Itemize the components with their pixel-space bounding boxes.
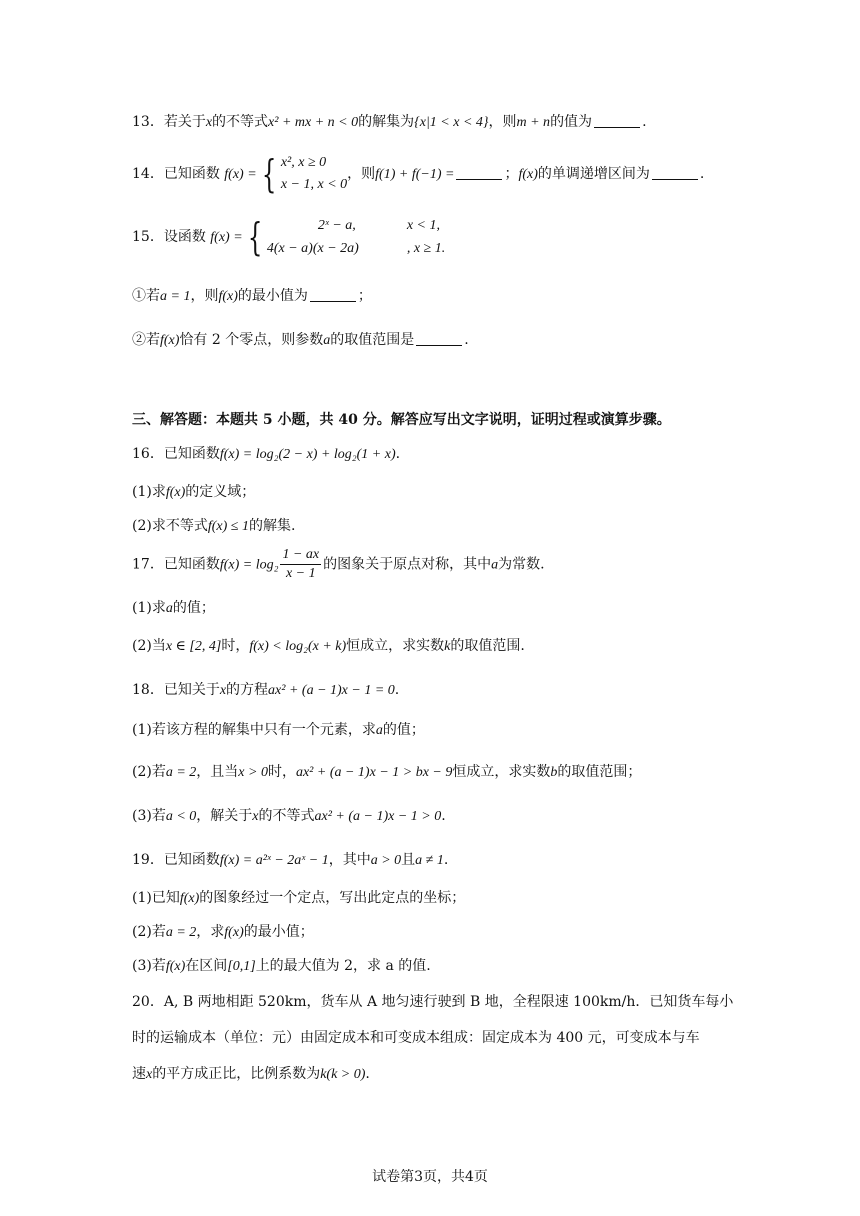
section-heading: 三、解答题：本题共 5 小题，共 40 分。解答应写出文字说明，证明过程或演算步骤。: [132, 412, 671, 428]
text: (3)若: [132, 808, 166, 824]
math: x: [146, 1067, 153, 1082]
text: 在区间: [185, 958, 228, 974]
question-17-part-2: [132, 636, 525, 657]
text: 的值；: [382, 722, 425, 738]
math: x², x ≥ 0: [280, 155, 327, 170]
text: 的图象关于原点对称，其中: [323, 556, 492, 573]
text: ，则: [347, 166, 376, 182]
math: x² + mx + n < 0: [268, 115, 359, 130]
text: 的图象经过一个定点，写出此定点的坐标；: [199, 890, 466, 906]
text: .: [365, 1066, 370, 1082]
math: f(x): [218, 289, 238, 304]
text: .: [464, 332, 469, 348]
question-19-part-1: [132, 888, 465, 909]
text: .: [394, 682, 400, 698]
piecewise: [267, 214, 445, 260]
text: .: [699, 166, 705, 182]
question-number: 19．: [132, 852, 164, 868]
text: 设函数: [163, 229, 206, 245]
text: 恰有 2 个零点，则参数: [179, 332, 324, 348]
text: 时的运输成本（单位：元）由固定成本和可变成本组成：固定成本为 400 元，可变成本与车: [132, 1030, 700, 1046]
math: x < 1,: [406, 218, 441, 233]
math: a = 2: [165, 925, 197, 940]
math: f(x) =: [210, 230, 243, 245]
text: 的最小值；: [243, 924, 314, 940]
question-15-part-2: [132, 330, 469, 351]
question-19: [132, 850, 448, 871]
math: x ∈ [2, 4]: [165, 639, 222, 654]
text: 的取值范围；: [557, 764, 642, 780]
question-20-line-2: [132, 1028, 700, 1048]
math: a: [491, 557, 499, 573]
text: 的不等式: [212, 114, 269, 130]
question-number: 13．: [132, 114, 164, 130]
text: 若关于: [163, 114, 206, 130]
question-15: [132, 214, 445, 260]
text: (1)求: [132, 600, 166, 616]
question-20: [132, 992, 733, 1012]
question-number: 15．: [132, 229, 164, 245]
math: a > 0: [370, 853, 402, 868]
question-19-part-2: [132, 922, 314, 943]
text: 已知函数: [163, 446, 220, 462]
text: 时，: [267, 764, 296, 780]
question-18-part-3: [132, 806, 446, 827]
text: 已知函数: [163, 166, 220, 182]
math: f(x) < log₂(x + k): [249, 639, 347, 654]
text: 的取值范围.: [450, 638, 525, 654]
math: a: [165, 601, 173, 616]
question-20-line-3: [132, 1064, 370, 1085]
text: (3)若: [132, 958, 166, 974]
math: 2ˣ − a,: [317, 218, 356, 233]
math: f(x) ≤ 1: [207, 519, 249, 534]
question-16-part-1: [132, 482, 255, 503]
question-13: [132, 112, 647, 133]
text: ②若: [132, 332, 160, 348]
math: [0,1]: [227, 959, 256, 974]
text: 的方程: [226, 682, 269, 698]
math: a < 0: [165, 809, 197, 824]
answer-blank: [594, 113, 640, 128]
text: ，则: [190, 288, 219, 304]
question-15-part-1: [132, 286, 372, 307]
math: x: [219, 683, 227, 698]
text: (2)若: [132, 924, 166, 940]
math: k: [444, 639, 451, 654]
question-number: 14．: [132, 166, 164, 182]
brace: {: [261, 152, 277, 196]
brace: {: [247, 215, 263, 259]
text: 的取值范围是: [330, 332, 415, 348]
denominator: x − 1: [285, 566, 316, 581]
question-14: [132, 152, 704, 196]
math: f(x) = log₂(2 − x) + log₂(1 + x): [219, 447, 396, 462]
question-18-part-1: [132, 720, 425, 741]
answer-blank: [416, 331, 462, 346]
question-16: [132, 444, 400, 465]
text: 的平方成正比，比例系数为: [152, 1066, 321, 1082]
text: (2)若: [132, 764, 166, 780]
math: f(1) + f(−1) =: [375, 167, 455, 182]
text: 的解集.: [248, 518, 296, 534]
math: , x ≥ 1.: [406, 241, 446, 256]
text: 的解集为: [358, 114, 415, 130]
question-number: 17．: [132, 556, 164, 573]
math: f(x) =: [224, 167, 257, 182]
text: ①若: [132, 288, 160, 304]
math: f(x): [160, 333, 180, 348]
question-18-part-2: [132, 762, 641, 783]
text: 的最小值为: [237, 288, 308, 304]
math: f(x): [165, 959, 186, 974]
text: ，求: [196, 924, 225, 940]
text: 已知函数: [163, 556, 220, 573]
question-number: 20．: [132, 994, 164, 1010]
text: .: [642, 114, 647, 130]
text: ；: [504, 166, 519, 182]
math: f(x) = log₂: [219, 557, 279, 573]
math: x: [205, 115, 213, 130]
text: ，且当: [196, 764, 239, 780]
math: a ≠ 1: [415, 853, 444, 868]
text: ，解关于: [196, 808, 253, 824]
question-number: 16．: [132, 446, 164, 462]
answer-blank: [652, 165, 698, 180]
math: a = 1: [160, 289, 191, 304]
text: 的值为: [550, 114, 593, 130]
math: b: [550, 765, 558, 780]
math: x: [252, 809, 259, 824]
answer-blank: [456, 165, 502, 180]
math: x − 1, x < 0: [280, 177, 348, 192]
answer-blank: [310, 287, 356, 302]
text: 的定义域；: [185, 484, 256, 500]
question-19-part-3: [132, 956, 431, 977]
text: 恒成立，求实数: [452, 764, 551, 780]
math: ax² + (a − 1)x − 1 > bx − 9: [295, 765, 453, 780]
math: f(x): [165, 485, 186, 500]
math: 4(x − a)(x − 2a): [266, 241, 359, 256]
text: (2)求不等式: [132, 518, 208, 534]
piecewise: [281, 152, 347, 196]
question-16-part-2: [132, 516, 295, 537]
text: 且: [401, 852, 416, 868]
text: A, B 两地相距 520km，货车从 A 地匀速行驶到 B 地，全程限速 100km/h．已知货车每小: [163, 994, 734, 1010]
math: x > 0: [238, 765, 268, 780]
text: 已知函数: [163, 852, 220, 868]
math: a: [323, 333, 331, 348]
math: f(x): [179, 891, 200, 906]
question-number: 18．: [132, 682, 164, 698]
text: 为常数.: [498, 556, 545, 573]
text: ，则: [488, 114, 517, 130]
text: 的值；: [172, 600, 215, 616]
text: (1)若该方程的解集中只有一个元素，求: [132, 722, 376, 738]
question-17-part-1: [132, 598, 215, 619]
fraction: [280, 546, 321, 583]
text: 的不等式: [258, 808, 315, 824]
text: ，其中: [328, 852, 371, 868]
text: .: [441, 808, 446, 824]
text: 恒成立，求实数: [346, 638, 445, 654]
text: ；: [357, 288, 372, 304]
text: .: [443, 852, 449, 868]
math: a: [375, 723, 383, 738]
math: ax² + (a − 1)x − 1 = 0: [268, 683, 395, 698]
math: ax² + (a − 1)x − 1 > 0: [314, 809, 442, 824]
text: 已知关于: [163, 682, 220, 698]
text: (2)当: [132, 638, 166, 654]
numerator: 1 − ax: [280, 546, 321, 565]
math: k(k > 0): [320, 1067, 366, 1082]
page-footer: 试卷第3页，共4页: [372, 1169, 488, 1185]
question-17: [132, 546, 545, 583]
text: (1)求: [132, 484, 166, 500]
math: f(x): [518, 167, 538, 182]
text: 上的最大值为 2，求 a 的值.: [255, 958, 431, 974]
text: .: [395, 446, 401, 462]
text: (1)已知: [132, 890, 180, 906]
math: {x|1 < x < 4}: [414, 115, 489, 130]
math: m + n: [516, 115, 551, 130]
math: a = 2: [165, 765, 197, 780]
question-18: [132, 680, 399, 701]
math: f(x) = a²ˣ − 2aˣ − 1: [219, 853, 329, 868]
text: 速: [132, 1066, 146, 1082]
text: 的单调递增区间为: [537, 166, 650, 182]
text: 时，: [221, 638, 250, 654]
math: f(x): [224, 925, 244, 940]
